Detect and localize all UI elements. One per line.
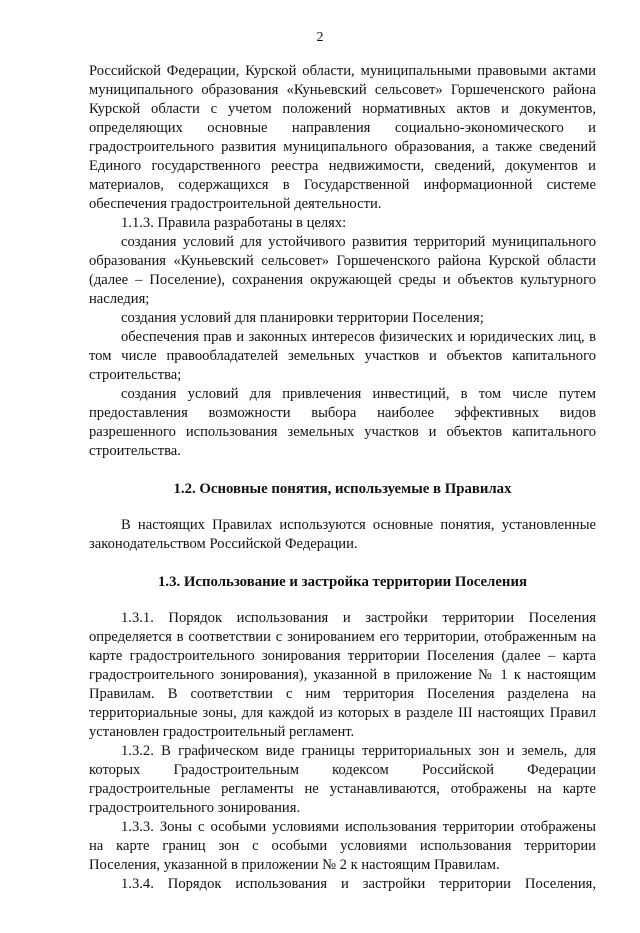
clause-1-1-3-item: обеспечения прав и законных интересов физических и юридических лиц, в том числе правообладателей земельных участков и объектов капитального строительства; <box>89 329 596 383</box>
clause-1-1-3-item: создания условий для устойчивого развития территорий муниципального образования «Куньевский сельсовет» Горшеченского района Курской области (далее – Поселение), сохранения окружающей среды и объектов культурного наследия; <box>89 234 596 307</box>
intro-paragraph: Российской Федерации, Курской области, муниципальными правовыми актами муниципального образования «Куньевский сельсовет» Горшеченского района Курской области с учетом положений нормативных актов и документов, определяющих основные направления социально-экономического и градостроительного развития муниципального образования, а также сведений Единого государственного реестра недвижимости, сведений, документов и материалов, содержащихся в Государственной информационной системе обеспечения градостроительной деятельности. <box>89 63 596 212</box>
section-1-3-title: 1.3. Использование и застройка территории Поселения <box>158 574 527 590</box>
section-1-3-paragraph: 1.3.2. В графическом виде границы территориальных зон и земель, для которых Градостроительным кодексом Российской Федерации градостроительные регламенты не устанавливаются, отображены на карте градостроительного зонирования. <box>89 743 596 816</box>
clause-1-1-3-heading: 1.1.3. Правила разработаны в целях: <box>121 215 347 231</box>
section-1-2-title: 1.2. Основные понятия, используемые в Правилах <box>173 481 512 497</box>
clause-1-1-3-item: создания условий для планировки территории Поселения; <box>121 310 484 326</box>
clause-1-1-3-item: создания условий для привлечения инвестиций, в том числе путем предоставления возможности выбора наиболее эффективных видов разрешенного использования земельных участков и объектов капитального строительства. <box>89 386 596 459</box>
section-1-3-paragraph: 1.3.3. Зоны с особыми условиями использования территории отображены на карте границ зон с особыми условиями использования территории Поселения, указанной в приложении № 2 к настоящим Правилам. <box>89 819 596 873</box>
document-body <box>89 62 596 894</box>
section-1-3-paragraph: 1.3.1. Порядок использования и застройки территории Поселения определяется в соответствии с зонированием его территории, отображенным на карте градостроительного зонирования территории Поселения (далее – карта градостроительного зонирования), указанной в приложение № 1 к настоящим Правилам. В соответствии с ним территория Поселения разделена на территориальные зоны, для каждой из которых в разделе III настоящих Правил установлен градостроительный регламент. <box>89 610 596 740</box>
section-1-2-text: В настоящих Правилах используются основные понятия, установленные законодательством Российской Федерации. <box>89 517 596 552</box>
section-1-3-paragraph: 1.3.4. Порядок использования и застройки территории Поселения, <box>121 876 596 892</box>
page-number: 2 <box>316 30 324 45</box>
